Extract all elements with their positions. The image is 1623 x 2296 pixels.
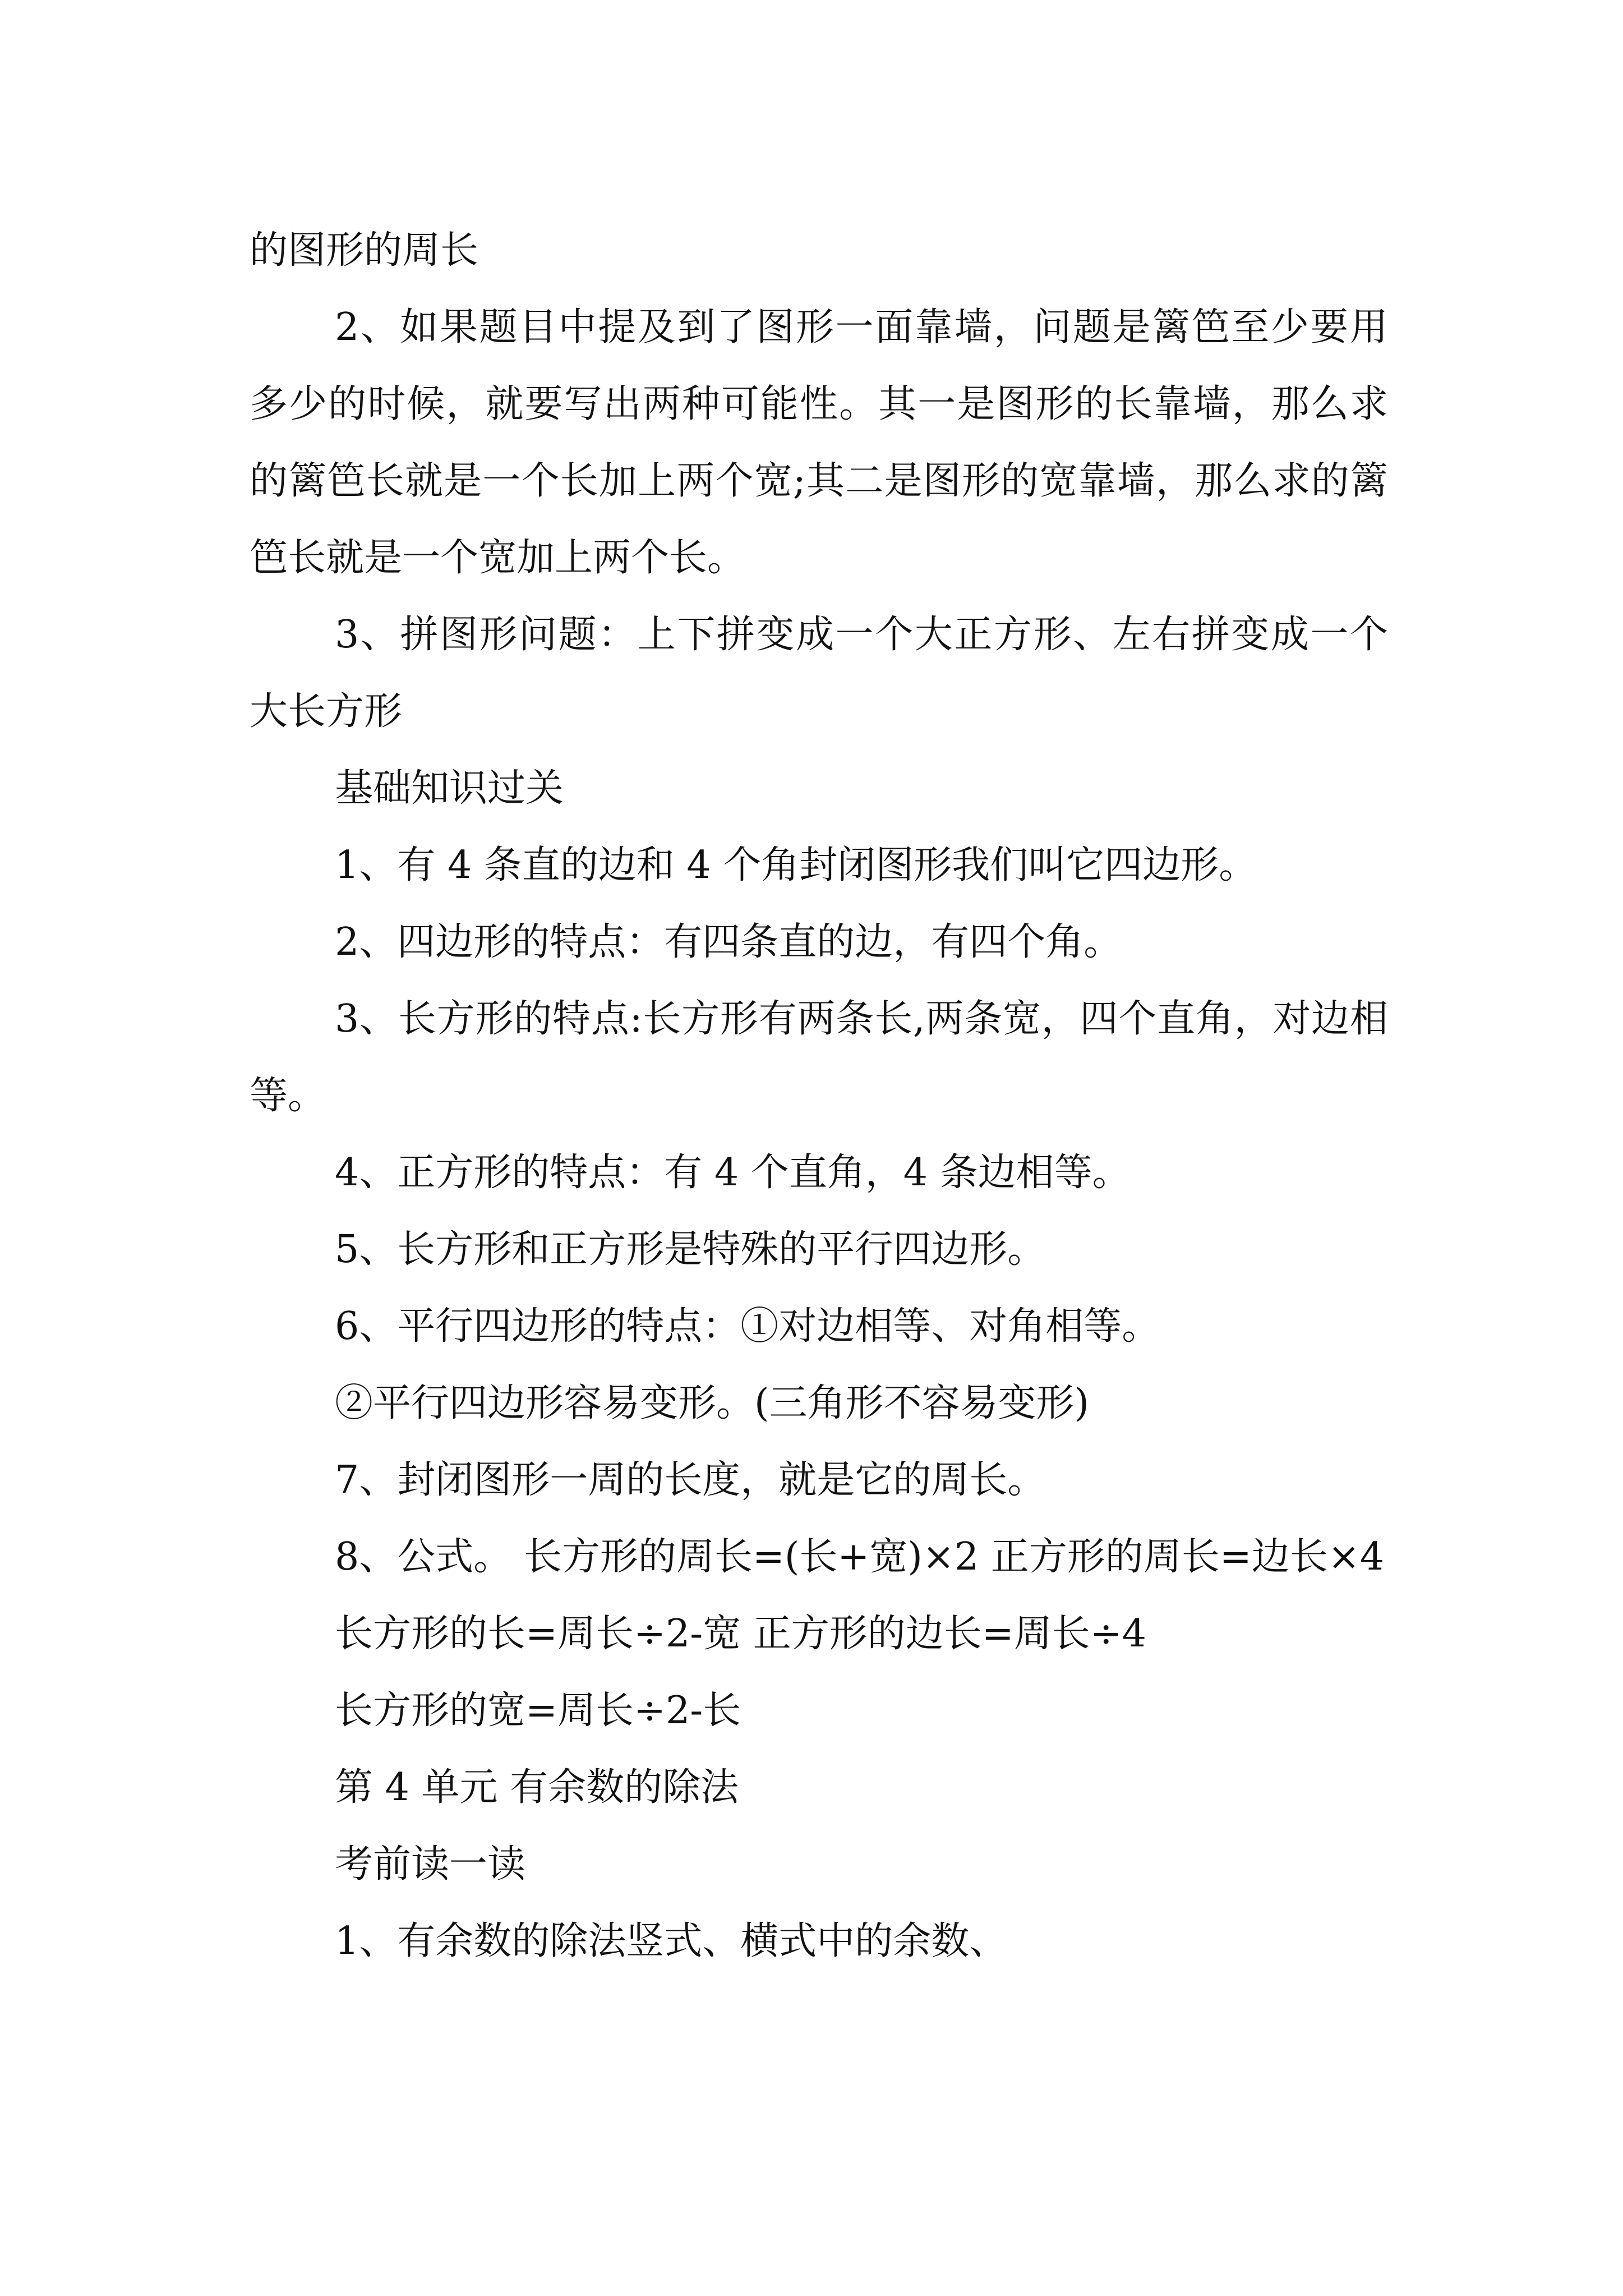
paragraph-perimeter-continuation: 的图形的周长 — [250, 228, 479, 273]
formula-rectangle-width: 长方形的宽=周长÷2-长 — [335, 1688, 741, 1733]
list-item-6: 6、平行四边形的特点：①对边相等、对角相等。 — [335, 1304, 1160, 1349]
list-item-5: 5、长方形和正方形是特殊的平行四边形。 — [335, 1227, 1046, 1272]
list-item-2: 2、四边形的特点：有四条直的边，有四个角。 — [335, 920, 1122, 964]
list-item-8-formulas: 8、公式。 长方形的周长=(长+宽)×2 正方形的周长=边长×4 — [335, 1535, 1384, 1579]
unit-heading: 第 4 单元 有余数的除法 — [335, 1765, 739, 1810]
list-item-6-sub: ②平行四边形容易变形。(三角形不容易变形) — [335, 1381, 1090, 1425]
formula-rectangle-length: 长方形的长=周长÷2-宽 正方形的边长=周长÷4 — [335, 1612, 1147, 1656]
section-heading-basics: 基础知识过关 — [335, 766, 564, 811]
list-item-7: 7、封闭图形一周的长度，就是它的周长。 — [335, 1458, 1046, 1502]
list-item-1: 1、有 4 条直的边和 4 个角封闭图形我们叫它四边形。 — [335, 843, 1257, 887]
paragraph-puzzle-shapes: 3、拼图形问题：上下拼变成一个大正方形、左右拼变成一个大长方形 — [250, 613, 1388, 734]
list-item-3: 3、长方形的特点:长方形有两条长,两条宽，四个直角，对边相等。 — [250, 997, 1388, 1118]
list-item-4: 4、正方形的特点：有 4 个直角，4 条边相等。 — [335, 1151, 1131, 1195]
document-body — [250, 212, 1388, 1980]
subheading-pre-exam: 考前读一读 — [335, 1842, 526, 1887]
list-item-remainder: 1、有余数的除法竖式、横式中的余数、 — [335, 1919, 1008, 1963]
paragraph-wall-fence: 2、如果题目中提及到了图形一面靠墙，问题是篱笆至少要用多少的时候，就要写出两种可能性。其一是图形的长靠墙，那么求的篱笆长就是一个长加上两个宽;其二是图形的宽靠墙，那么求的篱笆长就是一个宽加上两个长。 — [250, 305, 1388, 580]
